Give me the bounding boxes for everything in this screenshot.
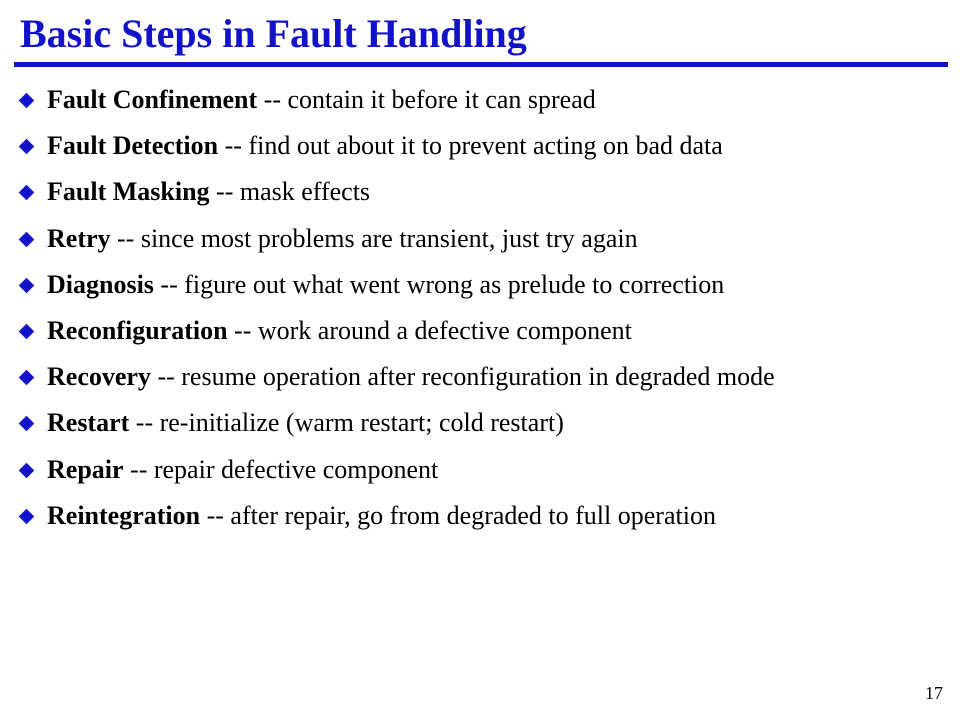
bullet-text [47,85,596,115]
diamond-bullet-icon [19,185,35,201]
bullet-term: Fault Masking [47,177,210,207]
bullet-term: Diagnosis [47,269,154,299]
bullet-text [47,131,723,161]
bullet-text [47,270,724,300]
diamond-bullet-icon [19,462,35,478]
diamond-bullet-icon [19,278,35,294]
diamond-bullet-icon [19,93,35,109]
bullet-term: Retry [47,223,111,253]
bullet-description: -- since most problems are transient, just try again [110,223,638,253]
bullet-term: Reintegration [47,500,201,530]
bullet-description: -- figure out what went wrong as prelude to correction [153,269,725,299]
diamond-bullet-icon [19,509,35,525]
diamond-bullet-icon [19,370,35,386]
title-underline [14,62,948,67]
bullet-term: Reconfiguration [47,316,228,346]
bullet-text [47,501,716,531]
diamond-bullet-icon [19,139,35,155]
bullet-term: Repair [47,454,124,484]
page-number: 17 [925,683,943,703]
bullet-term: Recovery [47,362,151,392]
bullet-text [47,408,564,438]
bullet-term: Fault Confinement [47,85,258,115]
bullet-description: -- repair defective component [123,454,439,484]
bullet-text [47,362,775,392]
bullet-description: -- re-initialize (warm restart; cold restart) [129,408,564,438]
bullet-description: -- contain it before it can spread [257,85,596,115]
bullet-text [47,316,632,346]
diamond-bullet-icon [19,231,35,247]
slide-title: Basic Steps in Fault Handling [20,11,527,56]
diamond-bullet-icon [19,324,35,340]
bullet-description: -- mask effects [209,177,371,207]
bullet-description: -- after repair, go from degraded to full operation [200,500,716,530]
bullet-description: -- work around a defective component [227,316,632,346]
bullet-description: -- resume operation after reconfiguration in degraded mode [150,362,775,392]
bullet-term: Restart [47,408,130,438]
diamond-bullet-icon [19,416,35,432]
bullet-description: -- find out about it to prevent acting on bad data [218,131,723,161]
bullet-text [47,224,638,254]
bullet-text [47,455,438,485]
bullet-text [47,177,370,207]
bullet-term: Fault Detection [47,131,219,161]
